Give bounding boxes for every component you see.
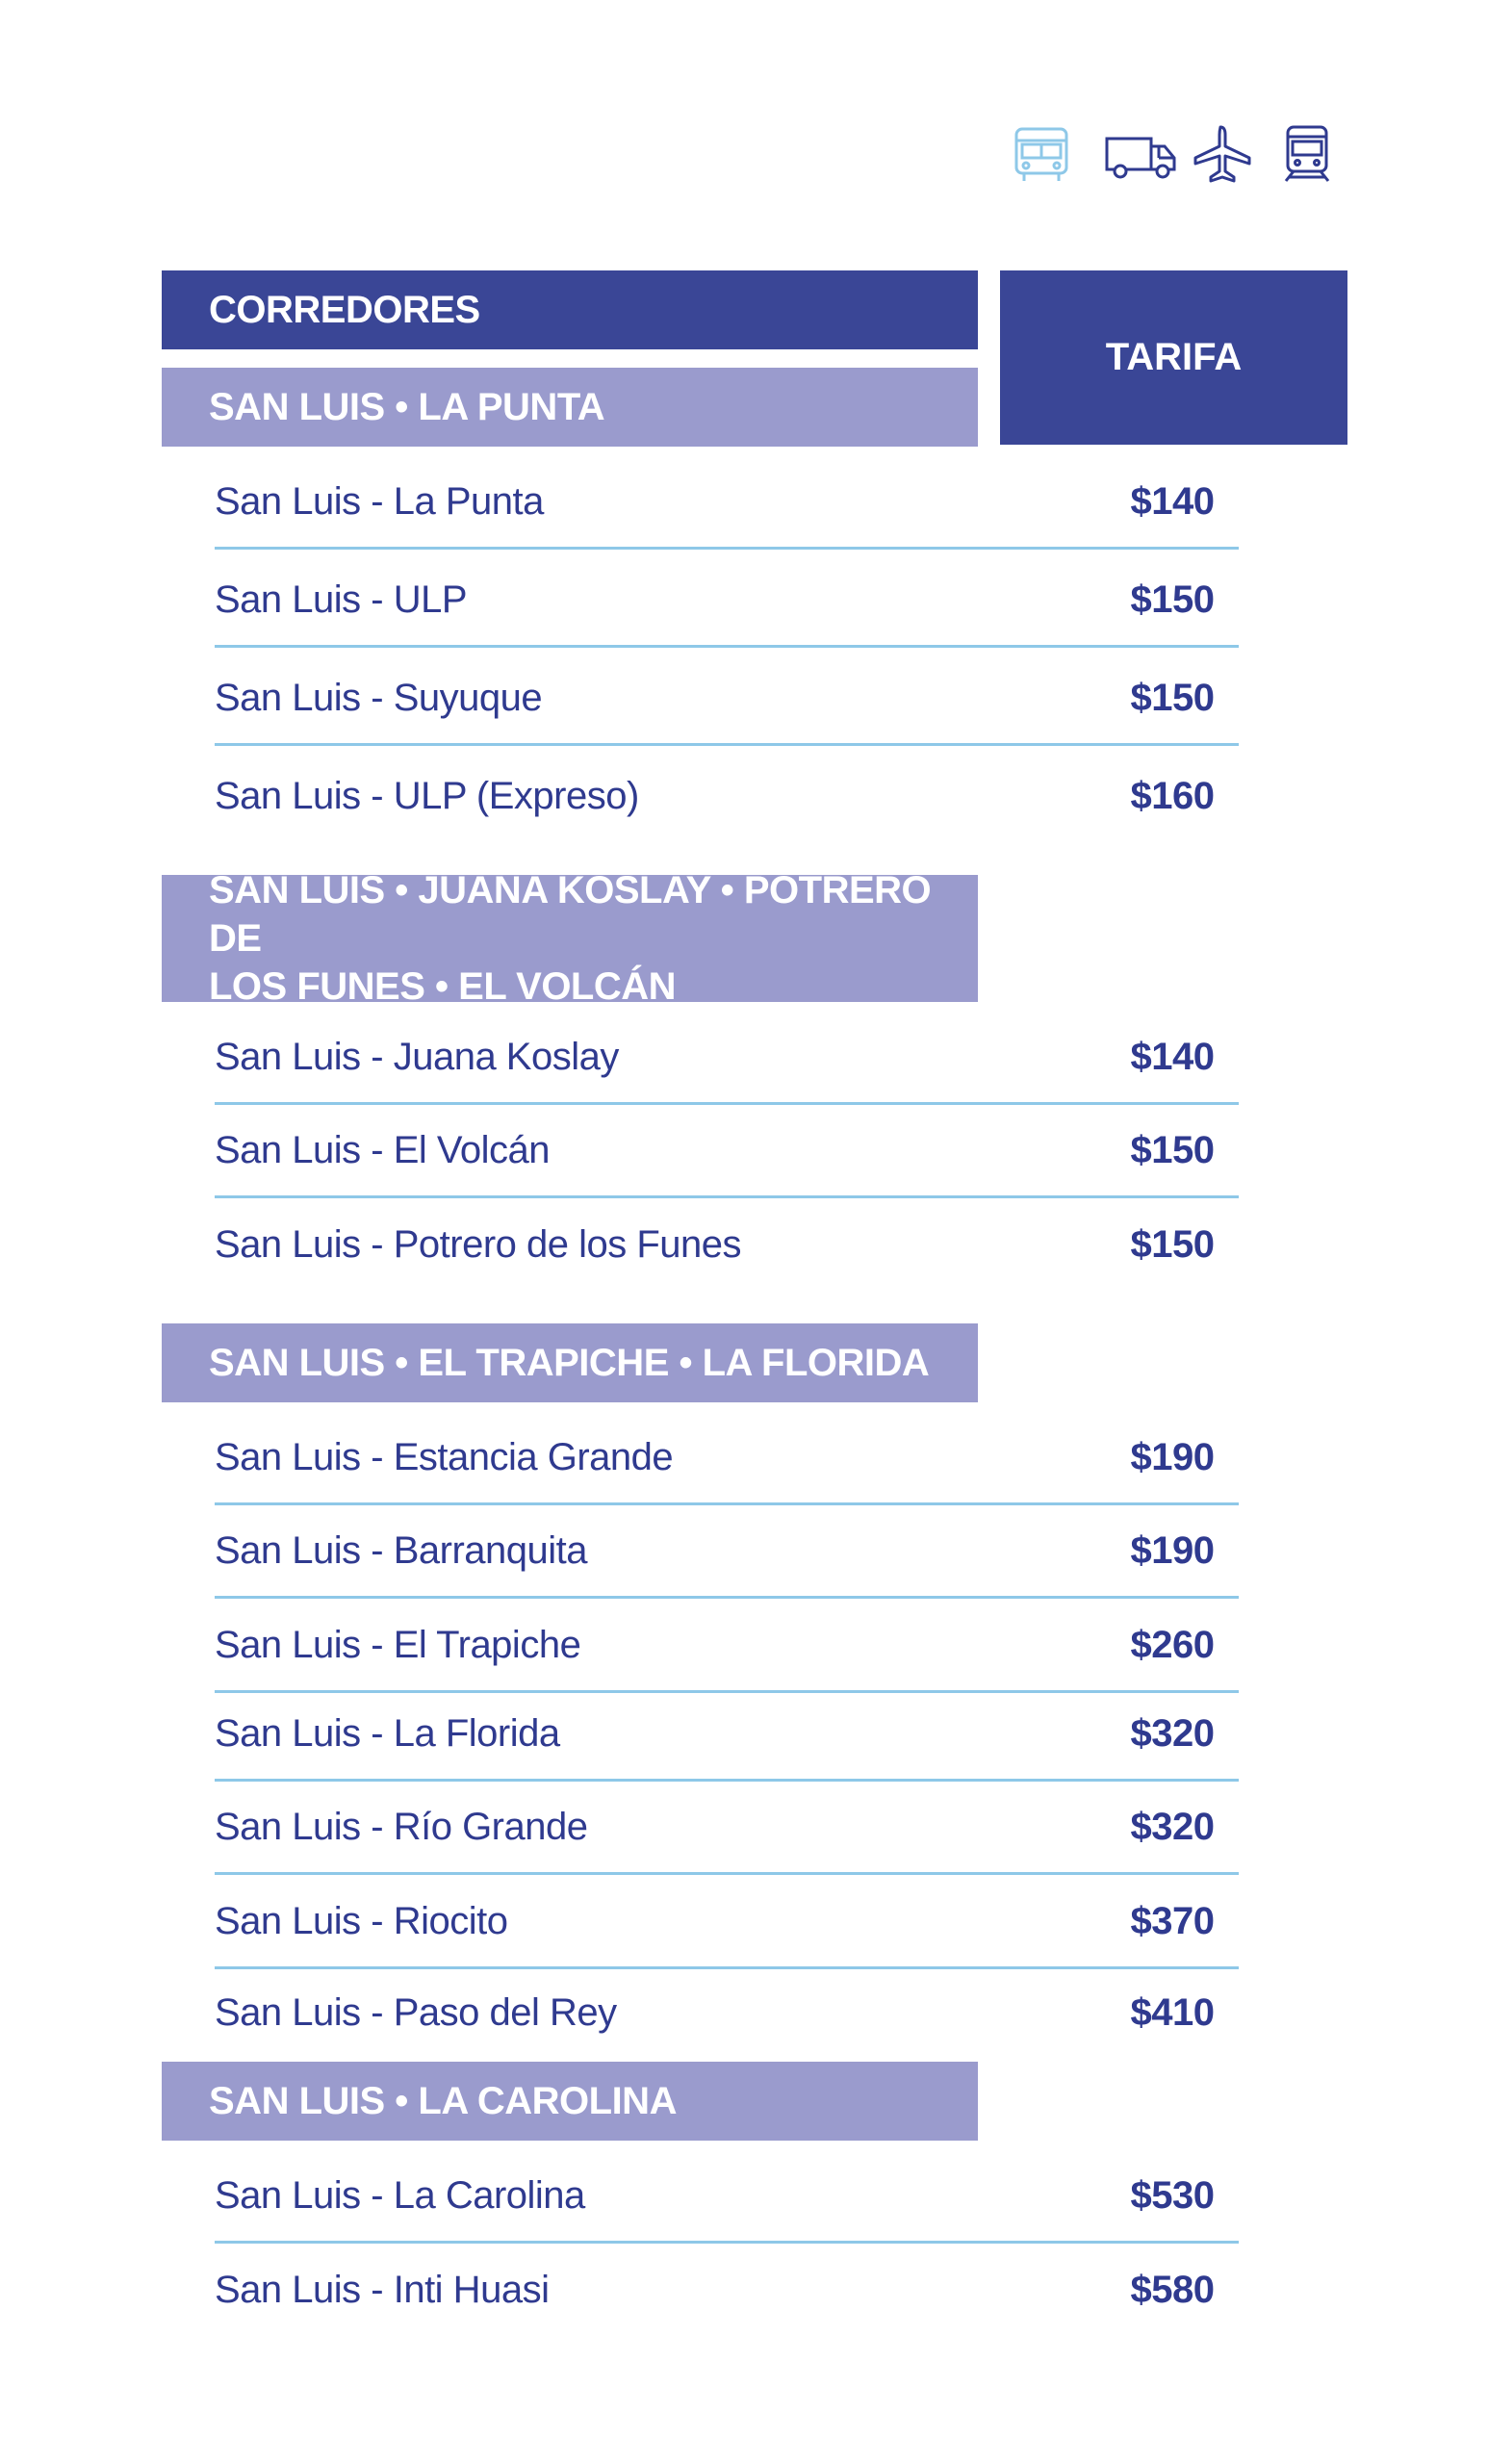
section-header-la-punta <box>162 368 978 447</box>
route-name: San Luis - Suyuque <box>215 676 543 719</box>
row-divider <box>215 743 1239 746</box>
table-row <box>215 1709 1239 1758</box>
table-row <box>215 1220 1239 1269</box>
train-icon <box>1280 123 1334 185</box>
table-row <box>215 576 1239 624</box>
transport-icons <box>1011 123 1338 191</box>
route-price: $190 <box>1130 1435 1215 1478</box>
corredores-header <box>162 270 978 349</box>
row-divider <box>215 1596 1239 1599</box>
route-price: $150 <box>1130 578 1215 621</box>
table-row <box>215 1621 1239 1669</box>
bus-icon <box>1011 123 1072 185</box>
table-row <box>215 674 1239 722</box>
table-row <box>215 2171 1239 2220</box>
corredores-header-label: CORREDORES <box>209 288 480 331</box>
route-name: San Luis - Estancia Grande <box>215 1435 674 1478</box>
route-price: $320 <box>1130 1711 1215 1755</box>
row-divider <box>215 1779 1239 1782</box>
route-price: $150 <box>1130 1128 1215 1171</box>
table-row <box>215 1433 1239 1481</box>
route-name: San Luis - La Punta <box>215 479 544 523</box>
route-price: $370 <box>1130 1899 1215 1942</box>
section-title: SAN LUIS • LA CAROLINA <box>209 2080 677 2122</box>
route-price: $320 <box>1130 1805 1215 1848</box>
route-name: San Luis - Riocito <box>215 1899 508 1942</box>
section-title: SAN LUIS • EL TRAPICHE • LA FLORIDA <box>209 1342 930 1384</box>
tarifa-header-label: TARIFA <box>1105 336 1243 378</box>
route-name: San Luis - Potrero de los Funes <box>215 1222 742 1266</box>
section-title-line-1: SAN LUIS • JUANA KOSLAY • POTRERO DE <box>209 869 932 960</box>
section-header-la-carolina <box>162 2062 978 2141</box>
route-price: $190 <box>1130 1528 1215 1572</box>
table-row <box>215 1989 1239 2037</box>
route-price: $530 <box>1130 2173 1215 2217</box>
row-divider <box>215 547 1239 550</box>
route-price: $580 <box>1130 2268 1215 2311</box>
section-header-el-trapiche <box>162 1323 978 1402</box>
route-name: San Luis - Inti Huasi <box>215 2268 550 2311</box>
table-row <box>215 2266 1239 2314</box>
route-name: San Luis - Paso del Rey <box>215 1990 617 2034</box>
row-divider <box>215 2241 1239 2244</box>
table-row <box>215 1126 1239 1174</box>
route-price: $140 <box>1130 1035 1215 1078</box>
table-row <box>215 1527 1239 1575</box>
route-price: $260 <box>1130 1623 1215 1666</box>
table-row <box>215 1897 1239 1945</box>
row-divider <box>215 1966 1239 1969</box>
table-row <box>215 772 1239 820</box>
route-name: San Luis - ULP (Expreso) <box>215 774 639 817</box>
route-name: San Luis - Juana Koslay <box>215 1035 619 1078</box>
route-name: San Luis - ULP <box>215 578 468 621</box>
route-name: San Luis - La Florida <box>215 1711 560 1755</box>
row-divider <box>215 1102 1239 1105</box>
route-price: $160 <box>1130 774 1215 817</box>
row-divider <box>215 1195 1239 1198</box>
section-title-line-2: LOS FUNES • EL VOLCÁN <box>209 965 677 1008</box>
route-price: $150 <box>1130 676 1215 719</box>
tarifa-header <box>1000 270 1347 445</box>
route-price: $150 <box>1130 1222 1215 1266</box>
table-row <box>215 1033 1239 1081</box>
route-price: $140 <box>1130 479 1215 523</box>
section-title: SAN LUIS • LA PUNTA <box>209 386 605 428</box>
route-price: $410 <box>1130 1990 1215 2034</box>
route-name: San Luis - El Trapiche <box>215 1623 581 1666</box>
truck-icon <box>1103 123 1180 185</box>
route-name: San Luis - El Volcán <box>215 1128 550 1171</box>
row-divider <box>215 1872 1239 1875</box>
table-row <box>215 477 1239 526</box>
row-divider <box>215 645 1239 648</box>
row-divider <box>215 1502 1239 1505</box>
route-name: San Luis - La Carolina <box>215 2173 585 2217</box>
row-divider <box>215 1690 1239 1693</box>
route-name: San Luis - Río Grande <box>215 1805 588 1848</box>
section-header-juana-koslay <box>162 869 978 1008</box>
route-name: San Luis - Barranquita <box>215 1528 588 1572</box>
table-row <box>215 1803 1239 1851</box>
airplane-icon <box>1192 123 1253 185</box>
